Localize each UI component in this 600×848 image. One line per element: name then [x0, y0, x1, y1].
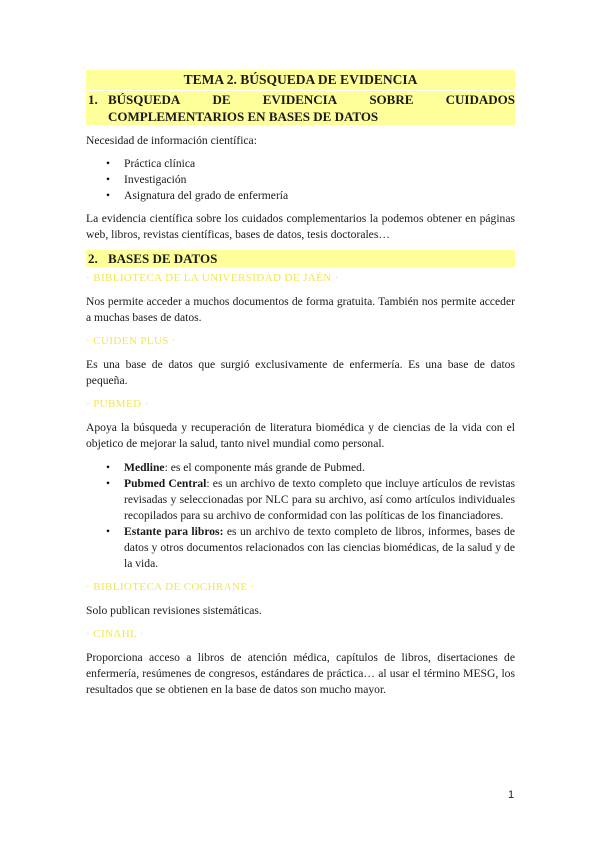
- ujaen-text: Nos permite acceder a muchos documentos de forma gratuita. También nos permite acceder a muchas bases de datos.: [86, 295, 515, 324]
- section-1-line1: BÚSQUEDA DE EVIDENCIA SOBRE CUIDADOS: [108, 92, 515, 107]
- list-item: • Medline: es el componente más grande de Pubmed.: [86, 460, 515, 476]
- document-page: [86, 70, 515, 698]
- cuiden-heading: · CUIDEN PLUS ·: [86, 335, 177, 347]
- pubmed-heading: · PUBMED ·: [86, 398, 149, 410]
- evidence-paragraph: La evidencia científica sobre los cuidados complementarios la podemos obtener en páginas web, libros, revistas científicas, bases de datos, tesis doctorales…: [86, 212, 515, 241]
- list-item: • Práctica clínica: [86, 156, 515, 172]
- pubmed-term: Medline: [124, 461, 165, 474]
- section-1-number: 1.: [88, 92, 98, 107]
- cinahl-heading: · CINAHL ·: [86, 628, 144, 640]
- list-item: • Investigación: [86, 172, 515, 188]
- list-item: • Estante para libros: es un archivo de texto completo de libros, informes, bases de datos y otros documentos relacionados con las ciencias biomédicas, de la salud y de la vida.: [86, 524, 515, 572]
- cuiden-text: Es una base de datos que surgió exclusivamente de enfermería. Es una base de datos pequeña.: [86, 358, 515, 387]
- list-item: • Pubmed Central: es un archivo de texto completo que incluye artículos de revistas revisadas y seleccionadas por NLC para su archivo, así como artículos individuales recopilados para su archivo de conformidad con las políticas de los financiadores.: [86, 476, 515, 524]
- cochrane-text: Solo publican revisiones sistemáticas.: [86, 604, 262, 617]
- section-1-heading: [86, 91, 515, 125]
- intro-text: Necesidad de información científica:: [86, 134, 257, 147]
- page-title: TEMA 2. BÚSQUEDA DE EVIDENCIA: [86, 70, 515, 90]
- cinahl-text: Proporciona acceso a libros de atención médica, capítulos de libros, disertaciones de enfermería, resúmenes de congresos, estándares de práctica… al usar el término MESG, los resultados que se obtienen en la base de datos son mucho mayor.: [86, 651, 515, 696]
- section-2-label: BASES DE DATOS: [108, 251, 218, 266]
- list-item: • Asignatura del grado de enfermería: [86, 188, 515, 204]
- section-2-number: 2.: [88, 251, 98, 266]
- section-1-line2: COMPLEMENTARIOS EN BASES DE DATOS: [108, 109, 379, 124]
- pubmed-term: Pubmed Central: [124, 477, 207, 490]
- section-2-heading: [86, 250, 515, 267]
- page-number: 1: [508, 789, 515, 801]
- pubmed-text: Apoya la búsqueda y recuperación de literatura biomédica y de ciencias de la vida con el objetico de mejorar la salud, tanto nivel mundial como personal.: [86, 421, 515, 450]
- needs-list: [86, 156, 515, 204]
- cochrane-heading: · BIBLIOTECA DE COCHRANE ·: [86, 581, 255, 593]
- pubmed-list: [86, 460, 515, 572]
- ujaen-heading: · BIBLIOTECA DE LA UNIVERSIDAD DE JAÉN ·: [86, 272, 339, 284]
- pubmed-term: Estante para libros:: [124, 525, 224, 538]
